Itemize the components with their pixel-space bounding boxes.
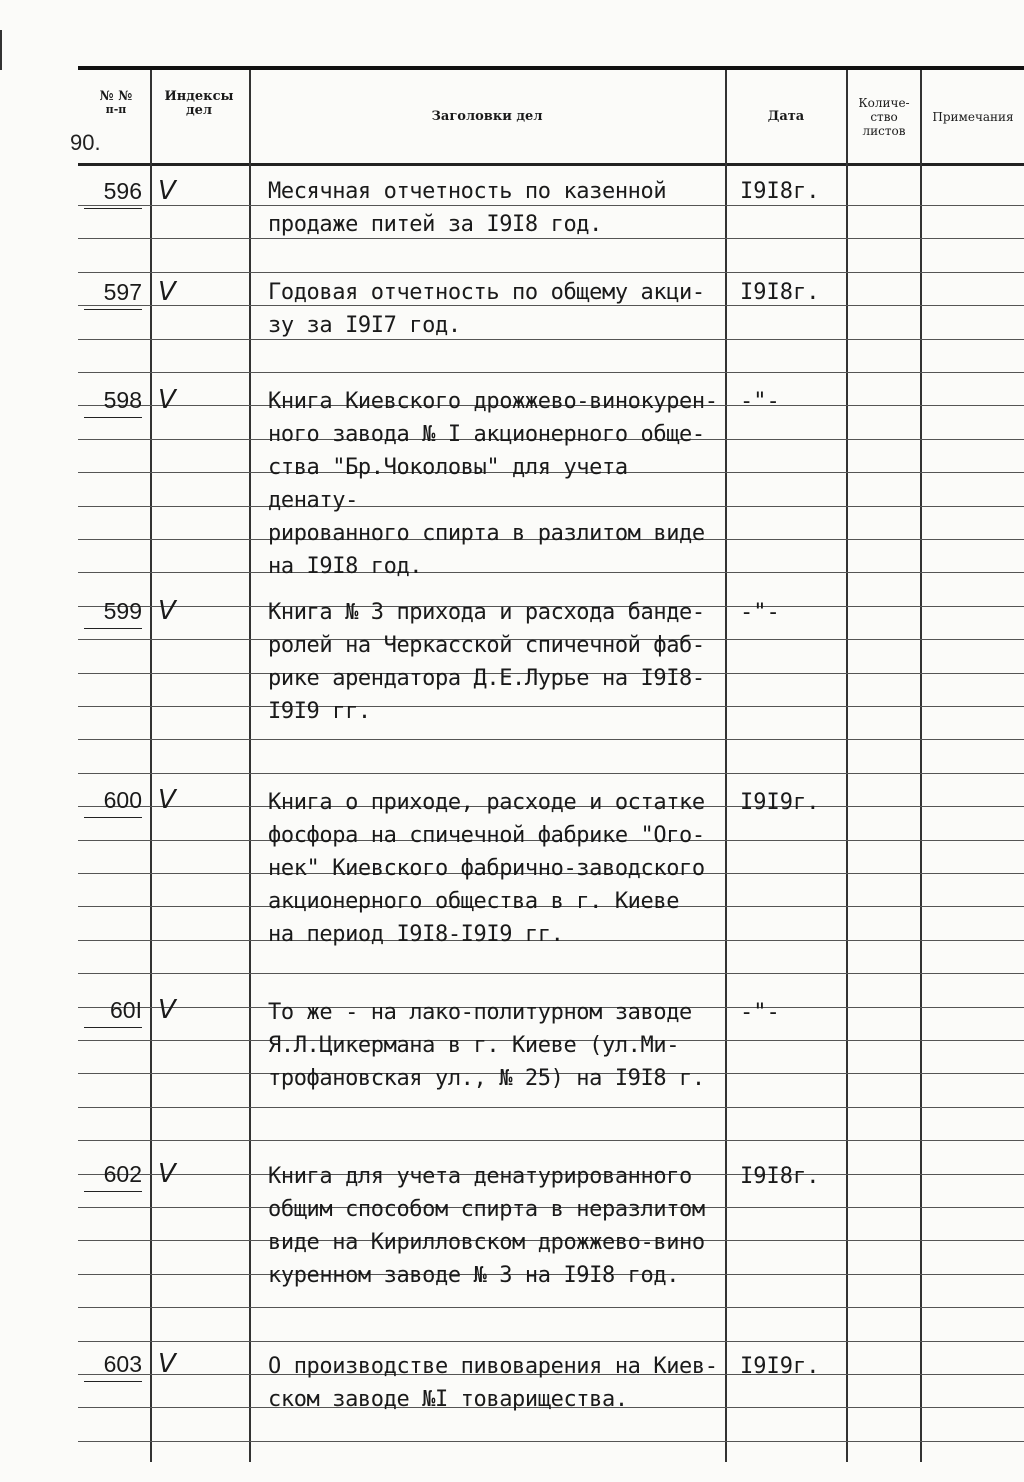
entry-title: То же - на лако-политурном заводе Я.Л.Цикермана в г. Киеве (ул.Ми- трофановская ул., № 25) на I9I8 г.	[268, 1000, 705, 1091]
entry-date: -"-	[740, 600, 780, 625]
entry-date: -"-	[740, 389, 780, 414]
ruled-line	[78, 1107, 1024, 1108]
check-mark: V	[158, 785, 176, 815]
entry-number: 602	[84, 1158, 142, 1192]
entry-title: О производстве пивоварения на Киев- ском заводе №I товарищества.	[268, 1354, 718, 1412]
page-number: 90.	[70, 130, 101, 155]
entry-title: Книга для учета денатурированного общим способом спирта в неразлитом виде на Кирилловском дрожжево-вино куренном заводе № 3 на I9I8 год.	[268, 1164, 705, 1288]
entry-title: Книга Киевского дрожжево-винокурен- ного завода № I акционерного обще- ства "Бр.Чоколовы" для учета денату- рированного спирта в разлитом виде на I9I8 год.	[268, 389, 718, 579]
header-count: Количе-ство листов	[858, 96, 910, 138]
entry-date: I9I9г.	[740, 1354, 820, 1379]
entry-title: Годовая отчетность по общему акци- зу за I9I7 год.	[268, 280, 705, 338]
header-index: Индексы дел	[164, 89, 234, 118]
entry-date: -"-	[740, 1000, 780, 1025]
entry-date: I9I8г.	[740, 280, 820, 305]
header-top-rule	[78, 66, 1024, 70]
entry-number: 598	[84, 384, 142, 418]
ruled-line	[78, 372, 1024, 373]
entry-number: 599	[84, 595, 142, 629]
column-divider	[150, 70, 152, 1462]
ruled-line	[78, 1341, 1024, 1342]
ruled-line	[78, 773, 1024, 774]
header-number-sub: п-п	[105, 103, 127, 116]
check-mark: V	[158, 596, 176, 626]
entry-number: 600	[84, 784, 142, 818]
ruled-line	[78, 1441, 1024, 1442]
column-divider	[846, 70, 848, 1462]
check-mark: V	[158, 995, 176, 1025]
header-bottom-rule	[78, 163, 1024, 166]
column-divider	[920, 70, 922, 1462]
check-mark: V	[158, 1159, 176, 1189]
entry-number: 597	[84, 276, 142, 310]
entry-date: I9I9г.	[740, 790, 820, 815]
entry-number: 596	[84, 175, 142, 209]
ruled-line	[78, 1307, 1024, 1308]
check-mark: V	[158, 1349, 176, 1379]
check-mark: V	[158, 385, 176, 415]
check-mark: V	[158, 277, 176, 307]
ruled-line	[78, 973, 1024, 974]
entry-date: I9I8г.	[740, 179, 820, 204]
header-title: Заголовки дел	[431, 109, 543, 124]
ruled-line	[78, 1140, 1024, 1141]
entry-title: Месячная отчетность по казенной продаже питей за I9I8 год.	[268, 179, 667, 237]
header-number-label: № №	[99, 89, 133, 104]
entry-title: Книга о приходе, расходе и остатке фосфора на спичечной фабрике "Ого- нек" Киевского фабрично-заводского акционерного общества в г. Киеве на период I9I8-I9I9 гг.	[268, 790, 705, 947]
entry-number: 603	[84, 1348, 142, 1382]
header-date: Дата	[767, 109, 805, 124]
ruled-line	[78, 272, 1024, 273]
check-mark: V	[158, 176, 176, 206]
column-divider	[249, 70, 251, 1462]
entry-number: 60I	[84, 994, 142, 1028]
margin-mark	[0, 30, 2, 70]
entry-title: Книга № 3 прихода и расхода банде- ролей на Черкасской спичечной фаб- рике арендатора Д.Е.Лурье на I9I8- I9I9 гг.	[268, 600, 705, 724]
ruled-line	[78, 739, 1024, 740]
entry-date: I9I8г.	[740, 1164, 820, 1189]
header-notes: Примечания	[932, 110, 1014, 124]
